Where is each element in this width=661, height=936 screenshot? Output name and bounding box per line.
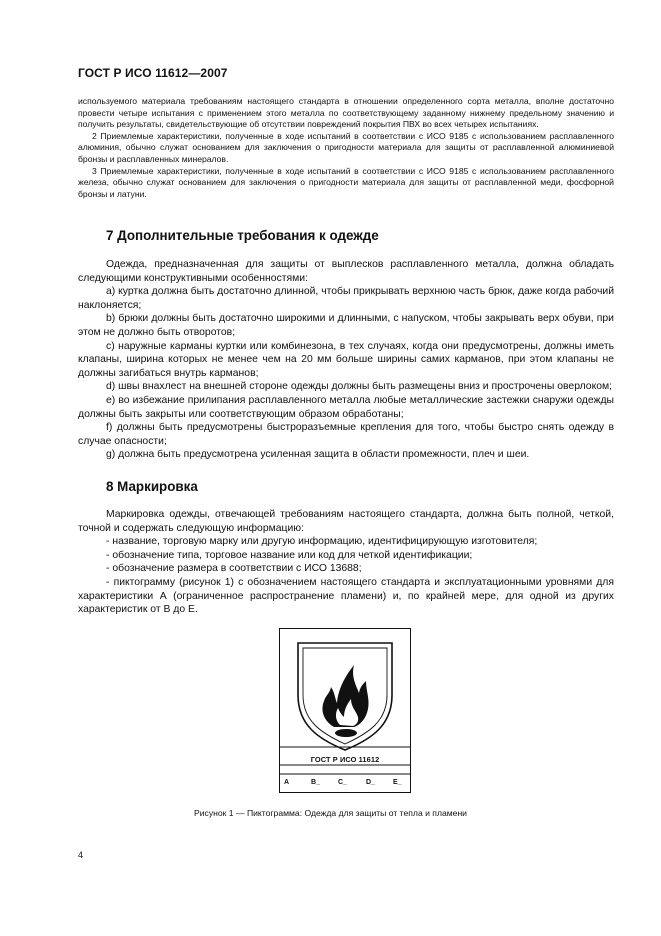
section-8-item-2: - обозначение типа, торговое название или код для четкой идентификации; [106, 549, 473, 561]
section-7-item-f: f) должны быть предусмотрены быстроразъемные крепления для того, чтобы быстро снять одежду в случае опасности; [78, 422, 614, 447]
note-continuation: используемого материала требованиям настоящего стандарта в отношении определенного сорта металла, вполне достаточно провести четыре испытания с применением этого металла по соответствующему заданному нижнему предельному значению и получить результаты, свидетельствующие об отсутствии повреждений покрытия ПВХ во всех четырех испытаниях. [78, 96, 614, 130]
section-8-item-1: - название, торговую марку или другую информацию, идентифицирующую изготовителя; [106, 536, 538, 548]
section-7-body [78, 258, 614, 462]
notes-block [78, 96, 614, 200]
level-d: D_ [366, 779, 375, 786]
section-8-intro: Маркировка одежды, отвечающей требованиям настоящего стандарта, должна быть полной, четкой, точной и содержать следующую информацию: [78, 509, 614, 534]
section-8-body [78, 508, 614, 617]
flame-shield-icon [280, 629, 410, 792]
document-header: ГОСТ Р ИСО 11612—2007 [78, 66, 228, 80]
section-7-item-e: e) во избежание прилипания расплавленного металла любые металлические застежки снаружи одежды должны быть закрыты или соответствующим образом обработаны; [78, 394, 614, 420]
section-7-item-c: c) наружные карманы куртки или комбинезона, в тех случаях, когда они предусмотрены, должны иметь клапаны, ширина которых не менее чем на 20 мм больше ширины самих карманов, при этом клапаны не должны загибаться внутрь карманов; [78, 340, 614, 379]
level-b: B_ [311, 779, 320, 786]
section-8-item-4: - пиктограмму (рисунок 1) с обозначением настоящего стандарта и эксплуатационными уровнями для характеристики А (ограниченное распространение пламени) и, по крайней мере, для одной из других характеристик от В до Е. [78, 576, 614, 616]
section-7-intro: Одежда, предназначенная для защиты от выплесков расплавленного металла, должна обладать следующими конструктивными особенностями: [78, 259, 614, 284]
page-number: 4 [78, 850, 84, 860]
figure-caption: Рисунок 1 — Пиктограмма: Одежда для защиты от тепла и пламени [194, 808, 467, 818]
level-c: C_ [338, 779, 347, 786]
section-7-item-b: b) брюки должны быть достаточно широкими и длинными, с напуском, чтобы закрывать верх обуви, при этом не должно быть отворотов; [78, 313, 614, 338]
section-7-item-d: d) швы внахлест на внешней стороне одежды должны быть размещены вниз и прострочены оверлоком; [106, 381, 613, 393]
level-a: A [284, 779, 290, 786]
level-e: E_ [393, 779, 402, 786]
performance-levels [280, 774, 410, 792]
section-7-item-g: g) должна быть предусмотрена усиленная защита в области промежности, плеч и шеи. [106, 449, 530, 461]
section-8-item-3: - обозначение размера в соответствии с ИСО 13688; [106, 563, 362, 575]
section-7-heading: 7 Дополнительные требования к одежде [106, 228, 379, 243]
note-2: 2 Приемлемые характеристики, полученные в ходе испытаний в соответствии с ИСО 9185 с использованием расплавленного алюминия, обычно служат основанием для заключения о пригодности материала для защиты от расплавленной алюминиевой бронзы и расплавленных минералов. [78, 130, 614, 164]
note-3: 3 Приемлемые характеристики, полученные в ходе испытаний в соответствии с ИСО 9185 с использованием расплавленного железа, обычно служат основанием для заключения о пригодности материала для защиты от расплавленной меди, фосфорной бронзы и латуни. [78, 165, 614, 199]
section-8-heading: 8 Маркировка [106, 479, 198, 494]
pictogram-standard-label: ГОСТ Р ИСО 11612 [310, 755, 380, 764]
section-7-item-a: a) куртка должна быть достаточно длинной, чтобы прикрывать верхнюю часть брюк, даже когда рабочий наклоняется; [78, 286, 614, 311]
pictogram [279, 628, 411, 793]
